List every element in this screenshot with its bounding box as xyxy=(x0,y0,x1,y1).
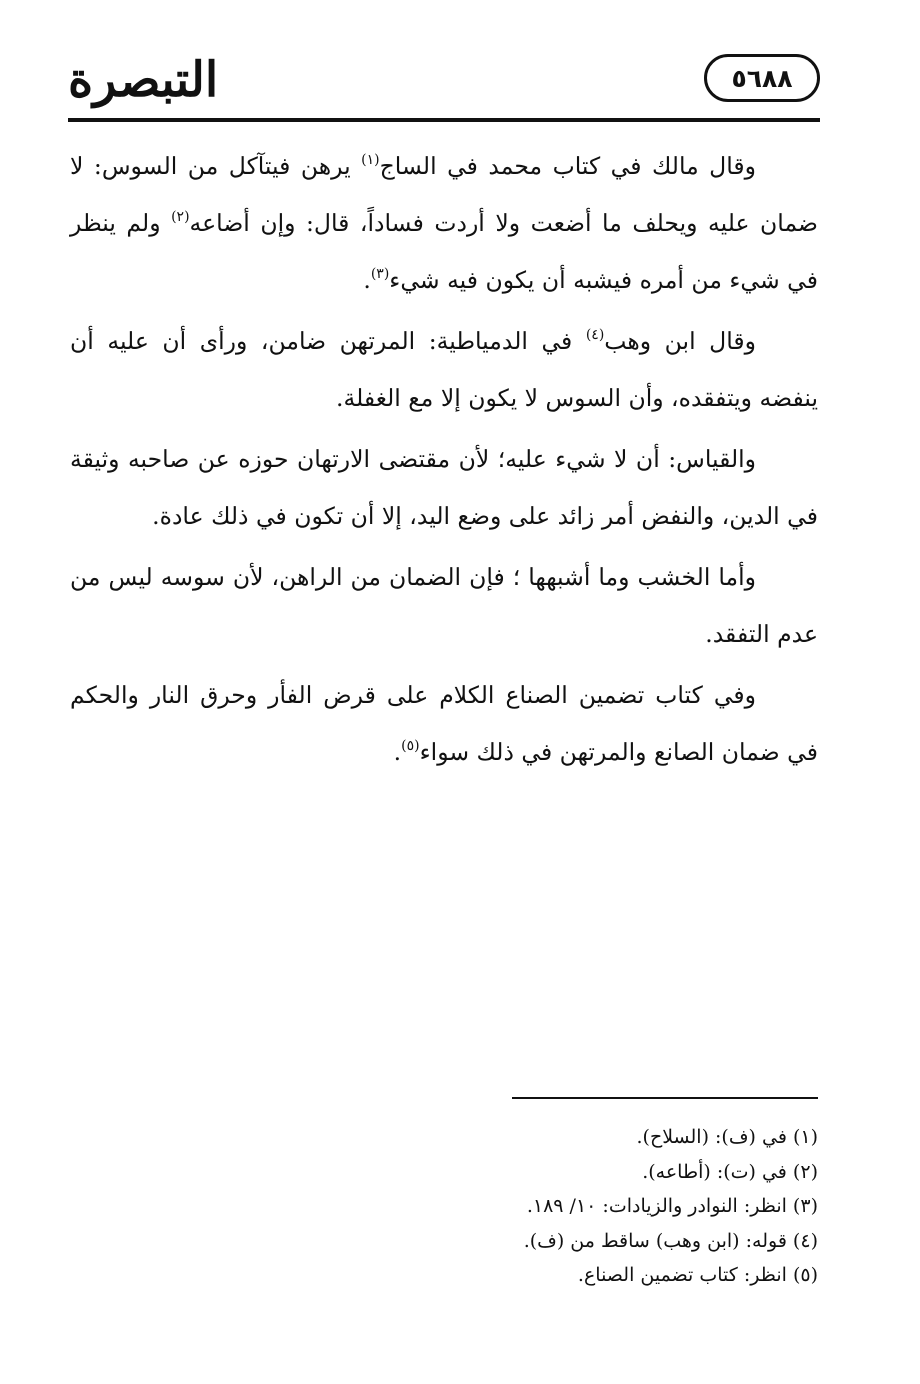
paragraph-text: . xyxy=(363,266,371,294)
page-header xyxy=(68,40,820,126)
paragraph-text: وقال مالك في كتاب محمد في الساج xyxy=(379,152,757,180)
footnote-4: (٤) قوله: (ابن وهب) ساقط من (ف). xyxy=(523,1229,818,1252)
footnote-divider xyxy=(512,1097,818,1099)
paragraph-text: وقال ابن وهب xyxy=(604,327,757,355)
footnote-marker: (٣) xyxy=(370,266,390,282)
footnote-5: (٥) انظر: كتاب تضمين الصناع. xyxy=(577,1264,818,1287)
paragraph-text: وأما الخشب وما أشبهها ؛ فإن الضمان من الراهن، لأن سوسه ليس من عدم التفقد. xyxy=(70,563,818,648)
paragraph-text: وفي كتاب تضمين الصناع الكلام على قرض الفأر وحرق النار والحكم في ضمان الصانع والمرتهن في ذلك سواء xyxy=(70,681,818,766)
footnote-marker: (٤) xyxy=(585,327,605,343)
footnote-2: (٢) في (ت): (أطاعه). xyxy=(642,1160,818,1183)
book-title: التبصرة xyxy=(68,52,219,108)
body-paragraph xyxy=(70,313,818,427)
paragraph-text: ولم ينظر في شيء من أمره فيشبه أن يكون فيه شيء xyxy=(70,209,818,294)
paragraph-text: في الدمياطية: المرتهن ضامن، ورأى أن عليه أن ينفضه ويتفقده، وأن السوس لا يكون إلا مع الغفلة. xyxy=(70,327,818,412)
footnote-marker: (٥) xyxy=(401,738,420,754)
main-text xyxy=(70,138,818,785)
paragraph-text: يرهن فيتآكل من السوس: لا ضمان عليه ويحلف ما أضعت ولا أردت فساداً، قال: وإن أضاعه xyxy=(70,152,818,237)
page-number: ٥٦٨٨ xyxy=(731,63,793,93)
body-paragraph xyxy=(70,667,818,781)
footnote-marker: (٢) xyxy=(171,209,190,225)
footnotes xyxy=(218,1120,818,1293)
footnote-marker: (١) xyxy=(361,152,380,168)
footnote-3: (٣) انظر: النوادر والزيادات: ١٠/ ١٨٩. xyxy=(526,1195,818,1218)
paragraph-text: والقياس: أن لا شيء عليه؛ لأن مقتضى الارتهان حوزه عن صاحبه وثيقة في الدين، والنفض أمر زائد على وضع اليد، إلا أن تكون في ذلك عادة. xyxy=(70,445,818,530)
body-paragraph xyxy=(70,138,818,309)
body-paragraph xyxy=(70,431,818,545)
body-paragraph xyxy=(70,549,818,663)
footnote-1: (١) في (ف): (السلاح). xyxy=(636,1126,818,1148)
header-rule xyxy=(68,118,820,122)
page-number-badge xyxy=(704,54,820,102)
paragraph-text: . xyxy=(393,738,402,766)
